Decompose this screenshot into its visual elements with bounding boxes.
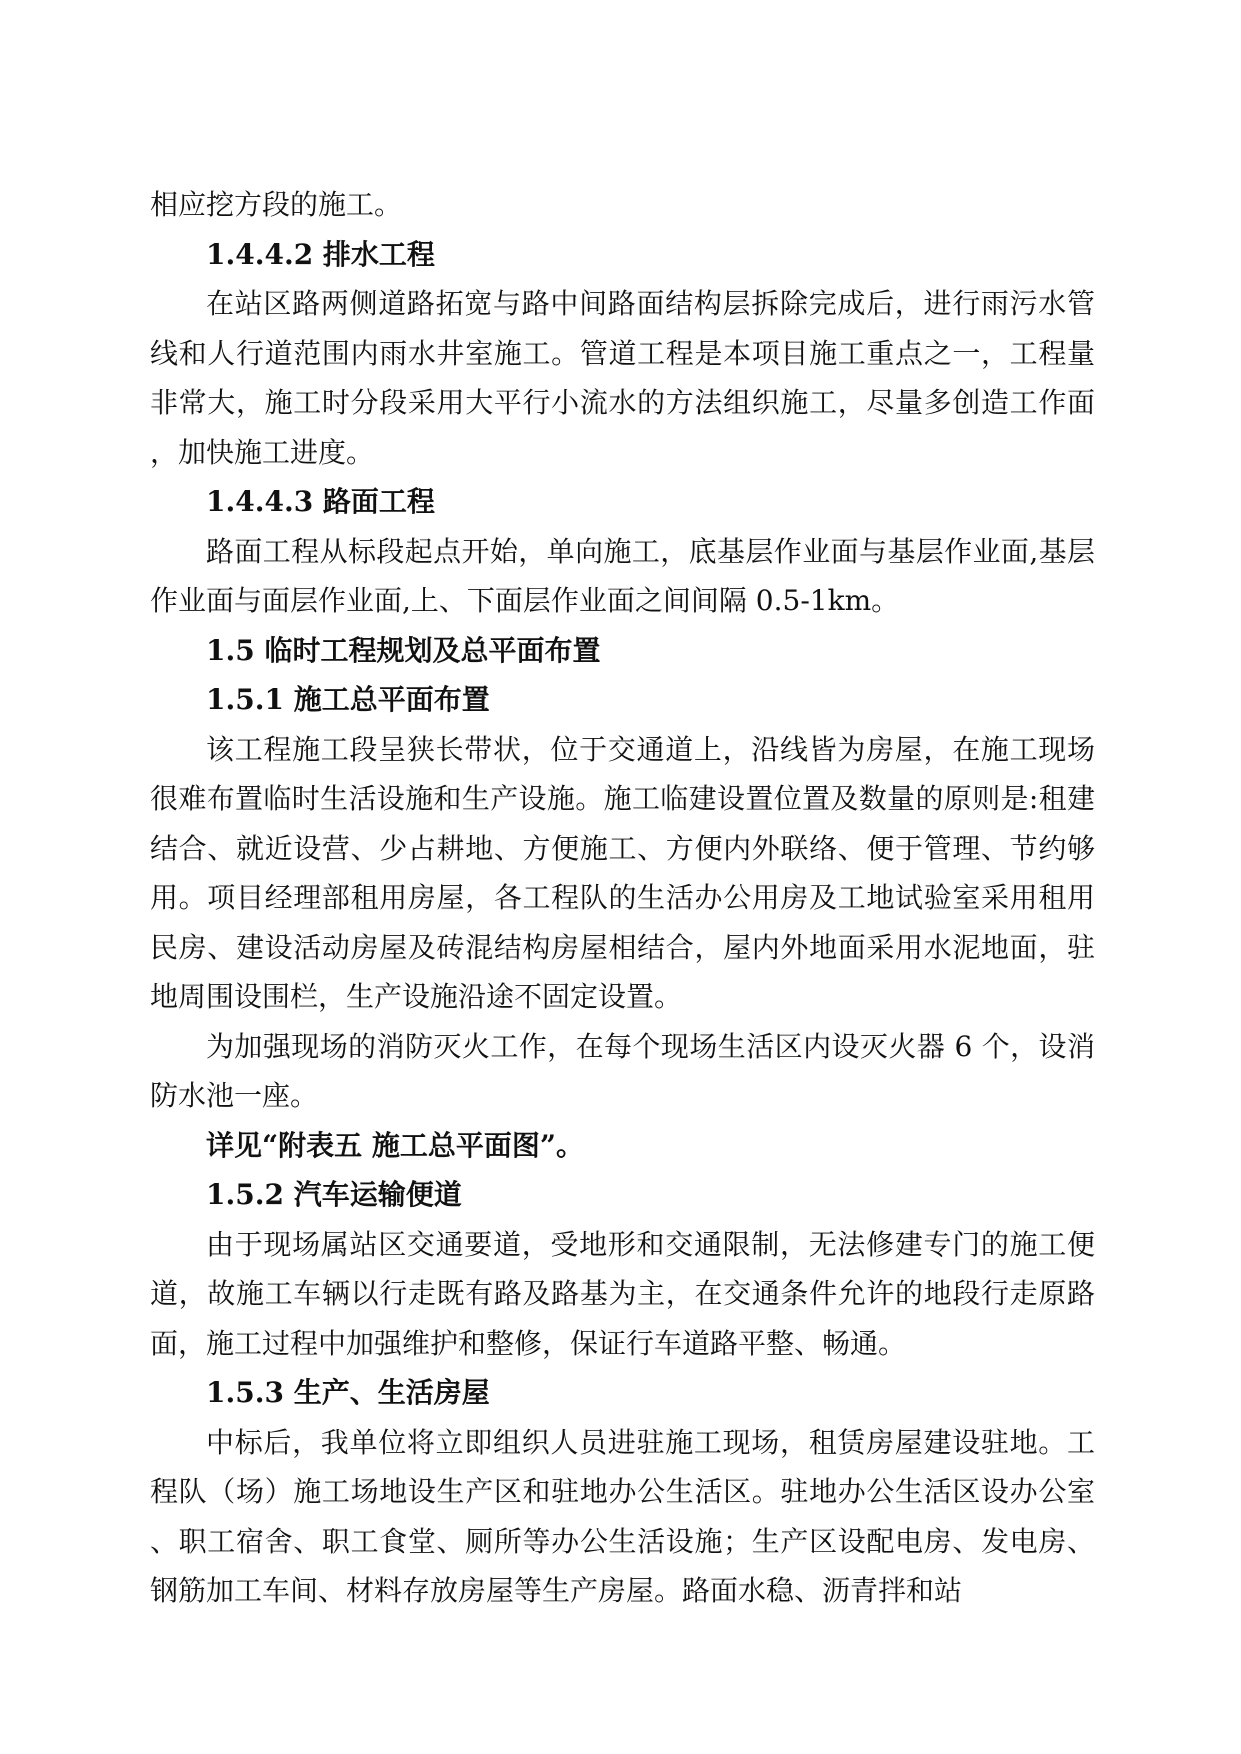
- document-page: [150, 180, 1095, 1616]
- heading-1-5: 1.5 临时工程规划及总平面布置: [206, 633, 601, 667]
- paragraph-site-layout: 该工程施工段呈狭长带状，位于交通道上，沿线皆为房屋，在施工现场很难布置临时生活设施和生产设施。施工临建设置位置及数量的原则是:租建结合、就近设营、少占耕地、方便施工、方便内外联络、便于管理、节约够用。项目经理部租用房屋，各工程队的生活办公用房及工地试验室采用租用民房、建设活动房屋及砖混结构房屋相结合，屋内外地面采用水泥地面，驻地周围设围栏，生产设施沿途不固定设置。: [150, 732, 1095, 1013]
- heading-1-4-4-3: 1.4.4.3 路面工程: [206, 485, 435, 518]
- paragraph-excavation-end: 相应挖方段的施工。: [150, 188, 403, 221]
- paragraph-haul-road: 由于现场属站区交通要道，受地形和交通限制，无法修建专门的施工便道，故施工车辆以行走既有路及路基为主，在交通条件允许的地段行走原路面，施工过程中加强维护和整修，保证行车道路平整、畅通。: [150, 1227, 1095, 1360]
- heading-1-5-2: 1.5.2 汽车运输便道: [206, 1178, 462, 1211]
- paragraph-fire-protection: 为加强现场的消防灭火工作，在每个现场生活区内设灭火器 6 个，设消防水池一座。: [150, 1029, 1095, 1112]
- paragraph-buildings: 中标后，我单位将立即组织人员进驻施工现场，租赁房屋建设驻地。工程队（场）施工场地设生产区和驻地办公生活区。驻地办公生活区设办公室、职工宿舍、职工食堂、厕所等办公生活设施；生产区设配电房、发电房、钢筋加工车间、材料存放房屋等生产房屋。路面水稳、沥青拌和站: [150, 1425, 1095, 1607]
- paragraph-pavement: 路面工程从标段起点开始，单向施工，底基层作业面与基层作业面,基层作业面与面层作业面,上、下面层作业面之间间隔 0.5-1km。: [150, 534, 1095, 617]
- heading-1-5-3: 1.5.3 生产、生活房屋: [206, 1376, 490, 1409]
- appendix-reference: 详见“附表五 施工总平面图”。: [206, 1128, 584, 1162]
- heading-1-5-1: 1.5.1 施工总平面布置: [206, 683, 490, 716]
- paragraph-drainage: 在站区路两侧道路拓宽与路中间路面结构层拆除完成后，进行雨污水管线和人行道范围内雨水井室施工。管道工程是本项目施工重点之一，工程量非常大，施工时分段采用大平行小流水的方法组织施工，尽量多创造工作面，加快施工进度。: [150, 287, 1095, 469]
- heading-1-4-4-2: 1.4.4.2 排水工程: [206, 237, 435, 271]
